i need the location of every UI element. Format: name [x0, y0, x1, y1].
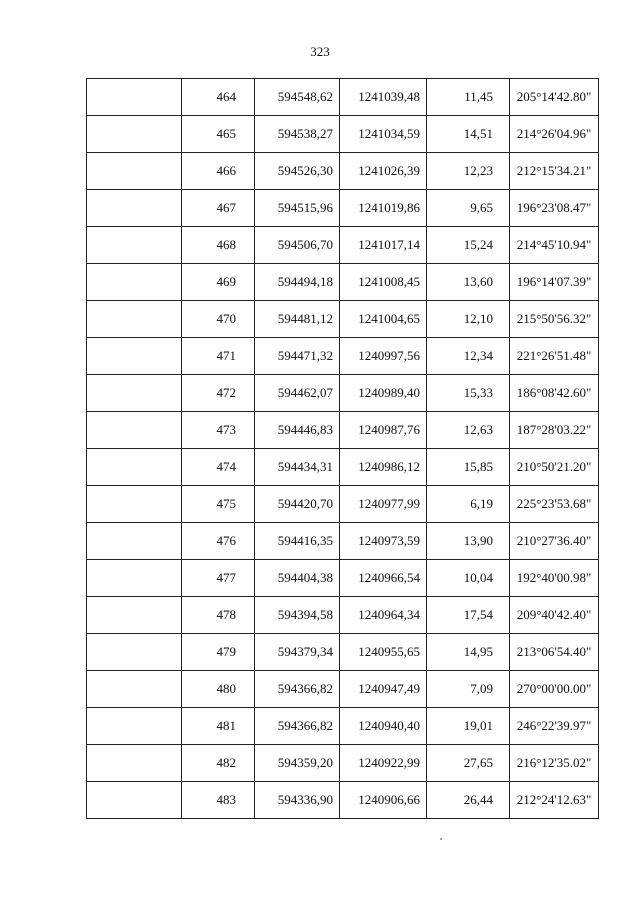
distance-cell: 15,24 [427, 227, 510, 264]
distance-cell: 26,44 [427, 782, 510, 819]
x-coordinate-cell: 594462,07 [255, 375, 340, 412]
bearing-cell: 196°14'07.39" [510, 264, 599, 301]
point-number-cell: 476 [182, 523, 255, 560]
y-coordinate-cell: 1240906,66 [340, 782, 427, 819]
x-coordinate-cell: 594366,82 [255, 671, 340, 708]
y-coordinate-cell: 1240973,59 [340, 523, 427, 560]
table-row [87, 634, 599, 671]
distance-cell: 27,65 [427, 745, 510, 782]
point-number-cell: 465 [182, 116, 255, 153]
coordinates-table [86, 78, 599, 819]
point-number-cell: 478 [182, 597, 255, 634]
section-cell [87, 597, 182, 634]
x-coordinate-cell: 594506,70 [255, 227, 340, 264]
scan-speck [440, 838, 442, 840]
y-coordinate-cell: 1240987,76 [340, 412, 427, 449]
table-row [87, 412, 599, 449]
point-number-cell: 477 [182, 560, 255, 597]
point-number-cell: 473 [182, 412, 255, 449]
x-coordinate-cell: 594481,12 [255, 301, 340, 338]
section-cell [87, 486, 182, 523]
distance-cell: 15,85 [427, 449, 510, 486]
distance-cell: 19,01 [427, 708, 510, 745]
bearing-cell: 214°26'04.96" [510, 116, 599, 153]
table-row [87, 79, 599, 116]
section-cell [87, 79, 182, 116]
y-coordinate-cell: 1240955,65 [340, 634, 427, 671]
bearing-cell: 212°15'34.21" [510, 153, 599, 190]
bearing-cell: 215°50'56.32" [510, 301, 599, 338]
distance-cell: 9,65 [427, 190, 510, 227]
table-row [87, 338, 599, 375]
point-number-cell: 480 [182, 671, 255, 708]
x-coordinate-cell: 594394,58 [255, 597, 340, 634]
bearing-cell: 246°22'39.97" [510, 708, 599, 745]
distance-cell: 14,51 [427, 116, 510, 153]
y-coordinate-cell: 1240966,54 [340, 560, 427, 597]
x-coordinate-cell: 594366,82 [255, 708, 340, 745]
bearing-cell: 225°23'53.68" [510, 486, 599, 523]
table-row [87, 449, 599, 486]
point-number-cell: 475 [182, 486, 255, 523]
x-coordinate-cell: 594526,30 [255, 153, 340, 190]
y-coordinate-cell: 1240940,40 [340, 708, 427, 745]
distance-cell: 7,09 [427, 671, 510, 708]
distance-cell: 12,34 [427, 338, 510, 375]
distance-cell: 15,33 [427, 375, 510, 412]
table-row [87, 560, 599, 597]
x-coordinate-cell: 594336,90 [255, 782, 340, 819]
point-number-cell: 470 [182, 301, 255, 338]
section-cell [87, 116, 182, 153]
bearing-cell: 214°45'10.94" [510, 227, 599, 264]
table-row [87, 486, 599, 523]
section-cell [87, 560, 182, 597]
x-coordinate-cell: 594379,34 [255, 634, 340, 671]
section-cell [87, 745, 182, 782]
distance-cell: 13,60 [427, 264, 510, 301]
bearing-cell: 210°50'21.20" [510, 449, 599, 486]
section-cell [87, 671, 182, 708]
point-number-cell: 472 [182, 375, 255, 412]
table-body [87, 79, 599, 819]
x-coordinate-cell: 594494,18 [255, 264, 340, 301]
table-row [87, 227, 599, 264]
y-coordinate-cell: 1240997,56 [340, 338, 427, 375]
section-cell [87, 375, 182, 412]
distance-cell: 6,19 [427, 486, 510, 523]
distance-cell: 17,54 [427, 597, 510, 634]
bearing-cell: 216°12'35.02" [510, 745, 599, 782]
table-row [87, 782, 599, 819]
table-row [87, 153, 599, 190]
point-number-cell: 483 [182, 782, 255, 819]
x-coordinate-cell: 594515,96 [255, 190, 340, 227]
section-cell [87, 153, 182, 190]
point-number-cell: 474 [182, 449, 255, 486]
x-coordinate-cell: 594538,27 [255, 116, 340, 153]
point-number-cell: 468 [182, 227, 255, 264]
y-coordinate-cell: 1240977,99 [340, 486, 427, 523]
table-row [87, 597, 599, 634]
y-coordinate-cell: 1241017,14 [340, 227, 427, 264]
section-cell [87, 449, 182, 486]
y-coordinate-cell: 1240922,99 [340, 745, 427, 782]
point-number-cell: 464 [182, 79, 255, 116]
table-row [87, 708, 599, 745]
y-coordinate-cell: 1241019,86 [340, 190, 427, 227]
table-row [87, 264, 599, 301]
x-coordinate-cell: 594548,62 [255, 79, 340, 116]
bearing-cell: 221°26'51.48" [510, 338, 599, 375]
bearing-cell: 212°24'12.63" [510, 782, 599, 819]
section-cell [87, 227, 182, 264]
section-cell [87, 190, 182, 227]
point-number-cell: 482 [182, 745, 255, 782]
table-row [87, 375, 599, 412]
distance-cell: 10,04 [427, 560, 510, 597]
distance-cell: 11,45 [427, 79, 510, 116]
y-coordinate-cell: 1241004,65 [340, 301, 427, 338]
section-cell [87, 782, 182, 819]
bearing-cell: 270°00'00.00" [510, 671, 599, 708]
page-number: 323 [310, 44, 330, 59]
point-number-cell: 471 [182, 338, 255, 375]
section-cell [87, 412, 182, 449]
distance-cell: 13,90 [427, 523, 510, 560]
bearing-cell: 205°14'42.80" [510, 79, 599, 116]
bearing-cell: 210°27'36.40" [510, 523, 599, 560]
bearing-cell: 209°40'42.40" [510, 597, 599, 634]
point-number-cell: 469 [182, 264, 255, 301]
section-cell [87, 264, 182, 301]
y-coordinate-cell: 1240986,12 [340, 449, 427, 486]
table-row [87, 190, 599, 227]
x-coordinate-cell: 594434,31 [255, 449, 340, 486]
y-coordinate-cell: 1241008,45 [340, 264, 427, 301]
table-row [87, 523, 599, 560]
y-coordinate-cell: 1240989,40 [340, 375, 427, 412]
point-number-cell: 481 [182, 708, 255, 745]
bearing-cell: 192°40'00.98" [510, 560, 599, 597]
y-coordinate-cell: 1240964,34 [340, 597, 427, 634]
x-coordinate-cell: 594404,38 [255, 560, 340, 597]
section-cell [87, 708, 182, 745]
y-coordinate-cell: 1241039,48 [340, 79, 427, 116]
section-cell [87, 338, 182, 375]
distance-cell: 12,63 [427, 412, 510, 449]
point-number-cell: 466 [182, 153, 255, 190]
x-coordinate-cell: 594359,20 [255, 745, 340, 782]
bearing-cell: 186°08'42.60" [510, 375, 599, 412]
y-coordinate-cell: 1240947,49 [340, 671, 427, 708]
distance-cell: 12,10 [427, 301, 510, 338]
distance-cell: 12,23 [427, 153, 510, 190]
y-coordinate-cell: 1241034,59 [340, 116, 427, 153]
x-coordinate-cell: 594471,32 [255, 338, 340, 375]
x-coordinate-cell: 594420,70 [255, 486, 340, 523]
x-coordinate-cell: 594416,35 [255, 523, 340, 560]
section-cell [87, 634, 182, 671]
section-cell [87, 301, 182, 338]
table-row [87, 745, 599, 782]
section-cell [87, 523, 182, 560]
point-number-cell: 479 [182, 634, 255, 671]
distance-cell: 14,95 [427, 634, 510, 671]
bearing-cell: 187°28'03.22" [510, 412, 599, 449]
point-number-cell: 467 [182, 190, 255, 227]
table-row [87, 671, 599, 708]
bearing-cell: 196°23'08.47" [510, 190, 599, 227]
x-coordinate-cell: 594446,83 [255, 412, 340, 449]
y-coordinate-cell: 1241026,39 [340, 153, 427, 190]
table-row [87, 301, 599, 338]
table-row [87, 116, 599, 153]
bearing-cell: 213°06'54.40" [510, 634, 599, 671]
